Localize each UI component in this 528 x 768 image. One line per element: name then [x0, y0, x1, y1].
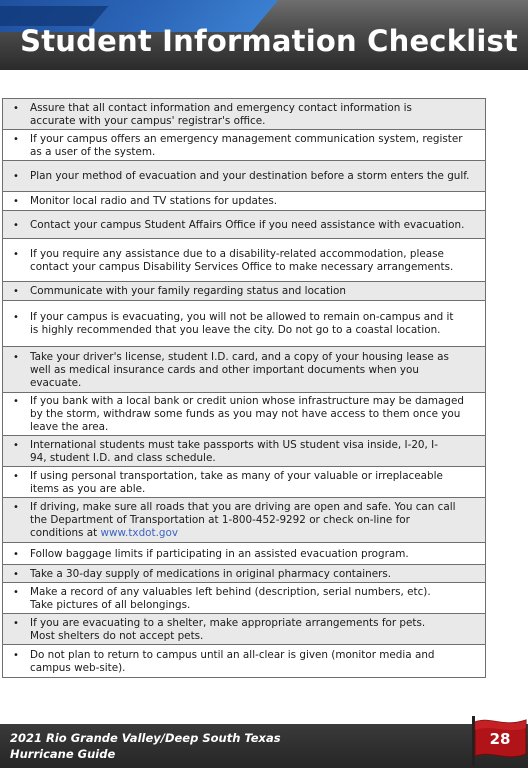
bullet-icon: •	[13, 548, 19, 560]
bullet-icon: •	[13, 171, 19, 182]
checklist-item	[2, 467, 486, 498]
checklist-item-line: the Department of Transportation at 1-800-452-9292 or check on-line for	[30, 514, 410, 526]
checklist-item-line: Take pictures of all belongings.	[30, 598, 191, 611]
checklist-item-line: contact your campus Disability Services Office to make necessary arrangements.	[30, 260, 454, 273]
checklist-item-line: If your campus offers an emergency management communication system, register	[30, 132, 463, 145]
footer-guide-subtitle: Hurricane Guide	[10, 747, 116, 761]
checklist-item-line: Monitor local radio and TV stations for updates.	[30, 195, 278, 207]
checklist-item-line: Follow baggage limits if participating in an assisted evacuation program.	[30, 547, 409, 560]
checklist-item-text	[30, 131, 462, 160]
checklist-item-line: by the storm, withdraw some funds as you may not have access to them once you	[30, 408, 461, 420]
page-footer	[0, 724, 528, 768]
txdot-link[interactable]: www.txdot.gov	[100, 527, 179, 539]
bullet-icon: •	[13, 351, 19, 363]
checklist-item-line: as a user of the system.	[30, 145, 156, 158]
checklist-item-line: conditions at	[30, 527, 101, 539]
checklist-item-text	[30, 499, 456, 541]
checklist-item-line: accurate with your campus' registrar's office.	[30, 114, 266, 127]
checklist-item-text	[30, 309, 454, 338]
checklist-item-line: well as medical insurance cards and other important documents when you	[30, 363, 419, 376]
checklist-item-line: Most shelters do not accept pets.	[30, 629, 204, 642]
bullet-icon: •	[13, 133, 19, 145]
bullet-icon: •	[13, 439, 19, 451]
student-checklist	[2, 98, 486, 678]
checklist-item-text	[30, 100, 412, 129]
checklist-item	[2, 130, 486, 161]
checklist-item-line: items as you are able.	[30, 482, 146, 495]
checklist-item-line: If you bank with a local bank or credit union whose infrastructure may be damaged	[30, 395, 464, 407]
checklist-item	[2, 282, 486, 301]
checklist-item-text	[30, 647, 435, 676]
checklist-item-line: International students must take passports with US student visa inside, I-20, I-	[30, 438, 438, 451]
bullet-icon: •	[13, 286, 19, 297]
bullet-icon: •	[13, 219, 19, 231]
checklist-item-line: Assure that all contact information and emergency contact information is	[30, 101, 412, 114]
checklist-item	[2, 645, 486, 678]
checklist-item-text	[30, 584, 431, 613]
checklist-item-text	[30, 193, 277, 209]
checklist-item	[2, 239, 486, 282]
checklist-item-text	[30, 468, 443, 497]
checklist-item-line: Take a 30-day supply of medications in original pharmacy containers.	[30, 567, 392, 580]
bullet-icon: •	[13, 312, 19, 323]
bullet-icon: •	[13, 470, 19, 482]
banner-dark-blue-stripe	[0, 6, 108, 26]
checklist-item	[2, 565, 486, 583]
checklist-item-text	[30, 546, 409, 562]
checklist-item-line: Plan your method of evacuation and your destination before a storm enters the gulf.	[30, 170, 470, 182]
checklist-item	[2, 498, 486, 543]
checklist-item-line: Take your driver's license, student I.D. card, and a copy of your housing lease as	[30, 350, 449, 363]
bullet-icon: •	[13, 196, 19, 207]
checklist-item-line: If using personal transportation, take as many of your valuable or irreplaceable	[30, 469, 443, 482]
checklist-item	[2, 99, 486, 130]
checklist-item-line: If you require any assistance due to a disability-related accommodation, please	[30, 247, 444, 260]
checklist-item-line: Make a record of any valuables left behind (description, serial numbers, etc).	[30, 585, 431, 598]
checklist-item-text	[30, 168, 469, 184]
checklist-item-line: Do not plan to return to campus until an all-clear is given (monitor media and	[30, 648, 435, 661]
checklist-item	[2, 393, 486, 436]
bullet-icon: •	[13, 649, 19, 661]
footer-guide-title: 2021 Rio Grande Valley/Deep South Texas	[10, 731, 281, 745]
checklist-item-line: evacuate.	[30, 376, 82, 389]
page-title: Student Information Checklist	[20, 24, 518, 58]
bullet-icon: •	[13, 586, 19, 598]
checklist-item-line: leave the area.	[30, 421, 109, 433]
bullet-icon: •	[13, 102, 19, 114]
bullet-icon: •	[13, 617, 19, 629]
bullet-icon: •	[13, 568, 19, 580]
checklist-item	[2, 583, 486, 614]
bullet-icon: •	[13, 248, 19, 260]
checklist-item	[2, 211, 486, 239]
checklist-item	[2, 161, 486, 192]
checklist-item	[2, 347, 486, 393]
checklist-item	[2, 436, 486, 467]
page-number: 28	[489, 730, 511, 748]
checklist-item	[2, 543, 486, 565]
checklist-item-line: If driving, make sure all roads that you are driving are open and safe. You can call	[30, 501, 456, 513]
checklist-item-line: If you are evacuating to a shelter, make appropriate arrangements for pets.	[30, 616, 426, 629]
checklist-item-text	[30, 437, 438, 466]
checklist-item-line: campus web-site).	[30, 661, 126, 674]
checklist-item-text	[30, 615, 425, 644]
bullet-icon: •	[13, 502, 19, 513]
checklist-item-line: 94, student I.D. and class schedule.	[30, 451, 216, 464]
checklist-item-text	[30, 393, 464, 435]
checklist-item-text	[30, 246, 453, 275]
checklist-item-text	[30, 349, 449, 391]
checklist-item-line: If your campus is evacuating, you will not be allowed to remain on-campus and it	[30, 311, 454, 323]
checklist-item	[2, 614, 486, 645]
checklist-item-line: Communicate with your family regarding status and location	[30, 285, 346, 297]
bullet-icon: •	[13, 396, 19, 407]
checklist-item	[2, 301, 486, 347]
checklist-item-text	[30, 217, 464, 233]
checklist-item-text	[30, 566, 391, 582]
title-banner	[0, 0, 528, 70]
checklist-item-line: Contact your campus Student Affairs Office if you need assistance with evacuation.	[30, 218, 465, 231]
checklist-item-text	[30, 283, 346, 299]
checklist-item	[2, 192, 486, 211]
checklist-item-line: is highly recommended that you leave the city. Do not go to a coastal location.	[30, 324, 441, 336]
